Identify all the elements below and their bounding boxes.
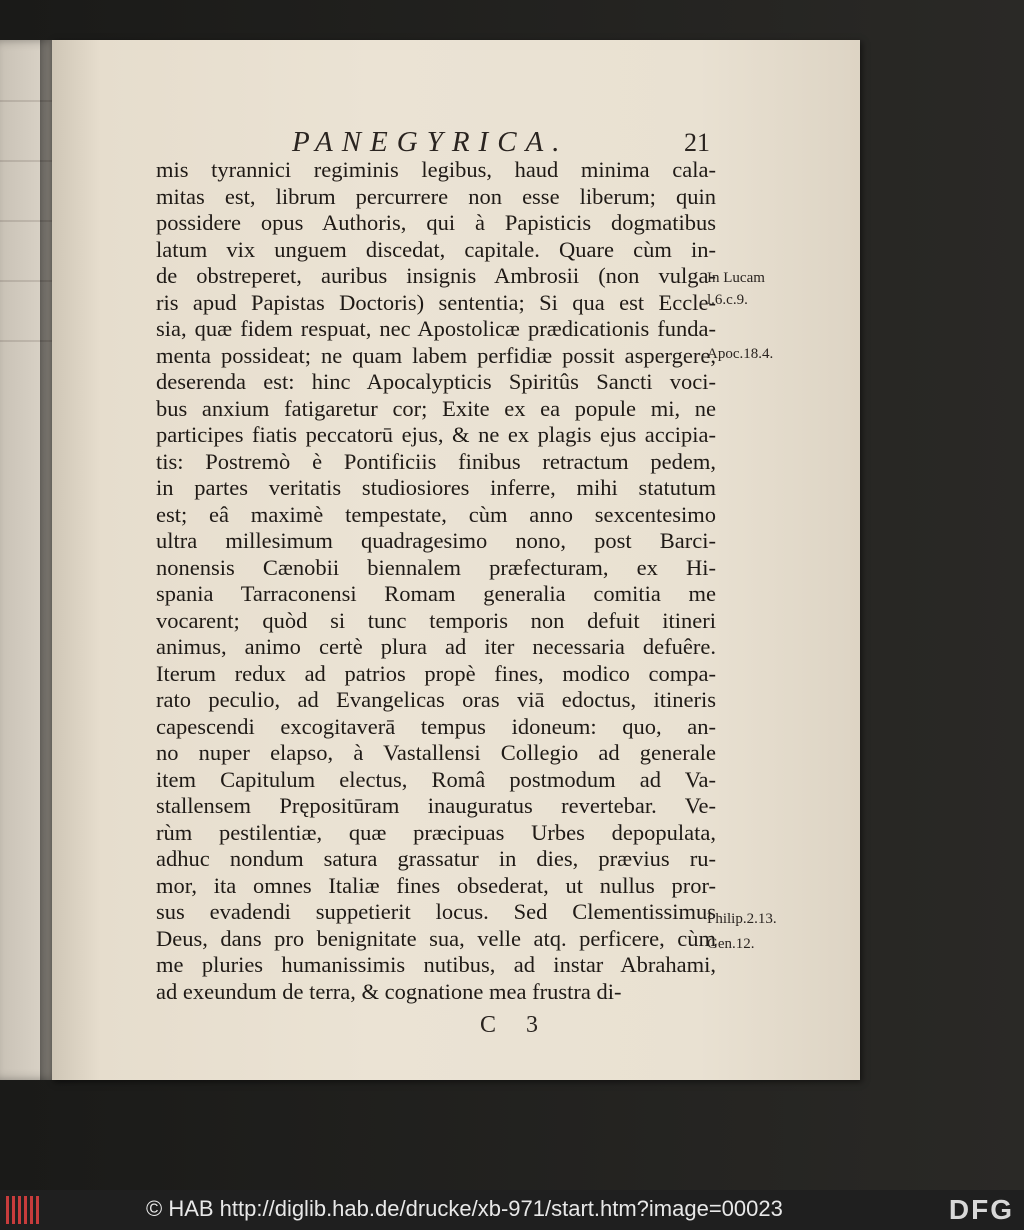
text-line: mitas est, librum percurrere non esse liberum; quin <box>156 183 716 209</box>
text-line: menta possideat; ne quam labem perfidiæ possit aspergere, <box>156 342 716 368</box>
text-line: ultra millesimum quadragesimo nono, post Barci- <box>156 528 716 553</box>
text-line: stallensem Prępositūram inauguratus revertebar. Ve- <box>156 793 716 818</box>
margin-note: Apoc.18.4. <box>707 346 774 362</box>
text-line: possidere opus Authoris, qui à Papisticis dogmatibus <box>156 210 716 235</box>
text-line: participes fiatis peccatorū ejus, & ne ex plagis ejus accipia- <box>156 422 716 447</box>
text-line: deserenda est: hinc Apocalypticis Spiritûs Sancti voci- <box>156 369 716 394</box>
text-line: capescendi excogitaverā tempus idoneum: quo, an- <box>156 713 716 739</box>
text-line: latum vix unguem discedat, capitale. Quare cùm in- <box>156 236 716 262</box>
running-head: PANEGYRICA. <box>292 126 569 158</box>
text-line: sia, quæ fidem respuat, nec Apostolicæ prædicationis funda- <box>156 316 716 341</box>
text-line: rato peculio, ad Evangelicas oras viā edoctus, itineris <box>156 687 716 712</box>
footer-bar <box>0 1190 1024 1230</box>
dfg-logo: DFG <box>948 1194 1014 1225</box>
text-line: de obstreperet, auribus insignis Ambrosii (non vulga- <box>156 263 716 288</box>
text-line: item Capitulum electus, Româ postmodum ad Va- <box>156 766 716 792</box>
book-page <box>52 40 860 1080</box>
text-line: sus evadendi suppetierit locus. Sed Clementissimus <box>156 899 716 924</box>
text-line: in partes veritatis studiosiores inferre, mihi statutum <box>156 475 716 500</box>
text-line: mis tyrannici regiminis legibus, haud minima cala- <box>156 157 716 182</box>
page-header <box>292 126 710 158</box>
footer-credit-link[interactable]: © HAB http://diglib.hab.de/drucke/xb-971/start.htm?image=00023 <box>146 1196 783 1221</box>
text-line: mor, ita omnes Italiæ fines obsederat, ut nullus pror- <box>156 872 716 898</box>
text-line: ad exeundum de terra, & cognatione mea frustra di- <box>156 978 622 1004</box>
text-line: nonensis Cænobii biennalem præfecturam, ex Hi- <box>156 554 716 580</box>
text-line: me pluries humanissimis nutibus, ad instar Abrahami, <box>156 952 716 977</box>
margin-note: Gen.12. <box>707 936 755 952</box>
hab-logo-icon <box>6 1196 42 1224</box>
signature-mark: C 3 <box>480 1012 551 1038</box>
text-line: spania Tarraconensi Romam generalia comitia me <box>156 581 716 606</box>
text-line: vocarent; quòd si tunc temporis non defuit itineri <box>156 607 716 633</box>
text-line: bus anxium fatigaretur cor; Exite ex ea popule mi, ne <box>156 395 716 421</box>
margin-note: In Lucam <box>707 270 765 286</box>
text-line: Iterum redux ad patrios propè fines, modico compa- <box>156 660 716 686</box>
text-line: animus, animo certè plura ad iter necessaria defuêre. <box>156 634 716 659</box>
margin-note: Philip.2.13. <box>707 911 777 927</box>
text-line: rùm pestilentiæ, quæ præcipuas Urbes depopulata, <box>156 819 716 845</box>
margin-note: l.6.c.9. <box>707 292 748 308</box>
body-text <box>156 157 716 1005</box>
page-number: 21 <box>684 128 710 157</box>
text-line: ris apud Papistas Doctoris) sententia; Si qua est Eccle- <box>156 289 716 315</box>
text-line: adhuc nondum satura grassatur in dies, prævius ru- <box>156 846 716 871</box>
text-line: no nuper elapso, à Vastallensi Collegio ad generale <box>156 740 716 765</box>
text-line: Deus, dans pro benignitate sua, velle atq. perficere, cùm <box>156 925 716 951</box>
text-line: est; eâ maximè tempestate, cùm anno sexcentesimo <box>156 501 716 527</box>
text-line: tis: Postremò è Pontificiis finibus retractum pedem, <box>156 448 716 474</box>
